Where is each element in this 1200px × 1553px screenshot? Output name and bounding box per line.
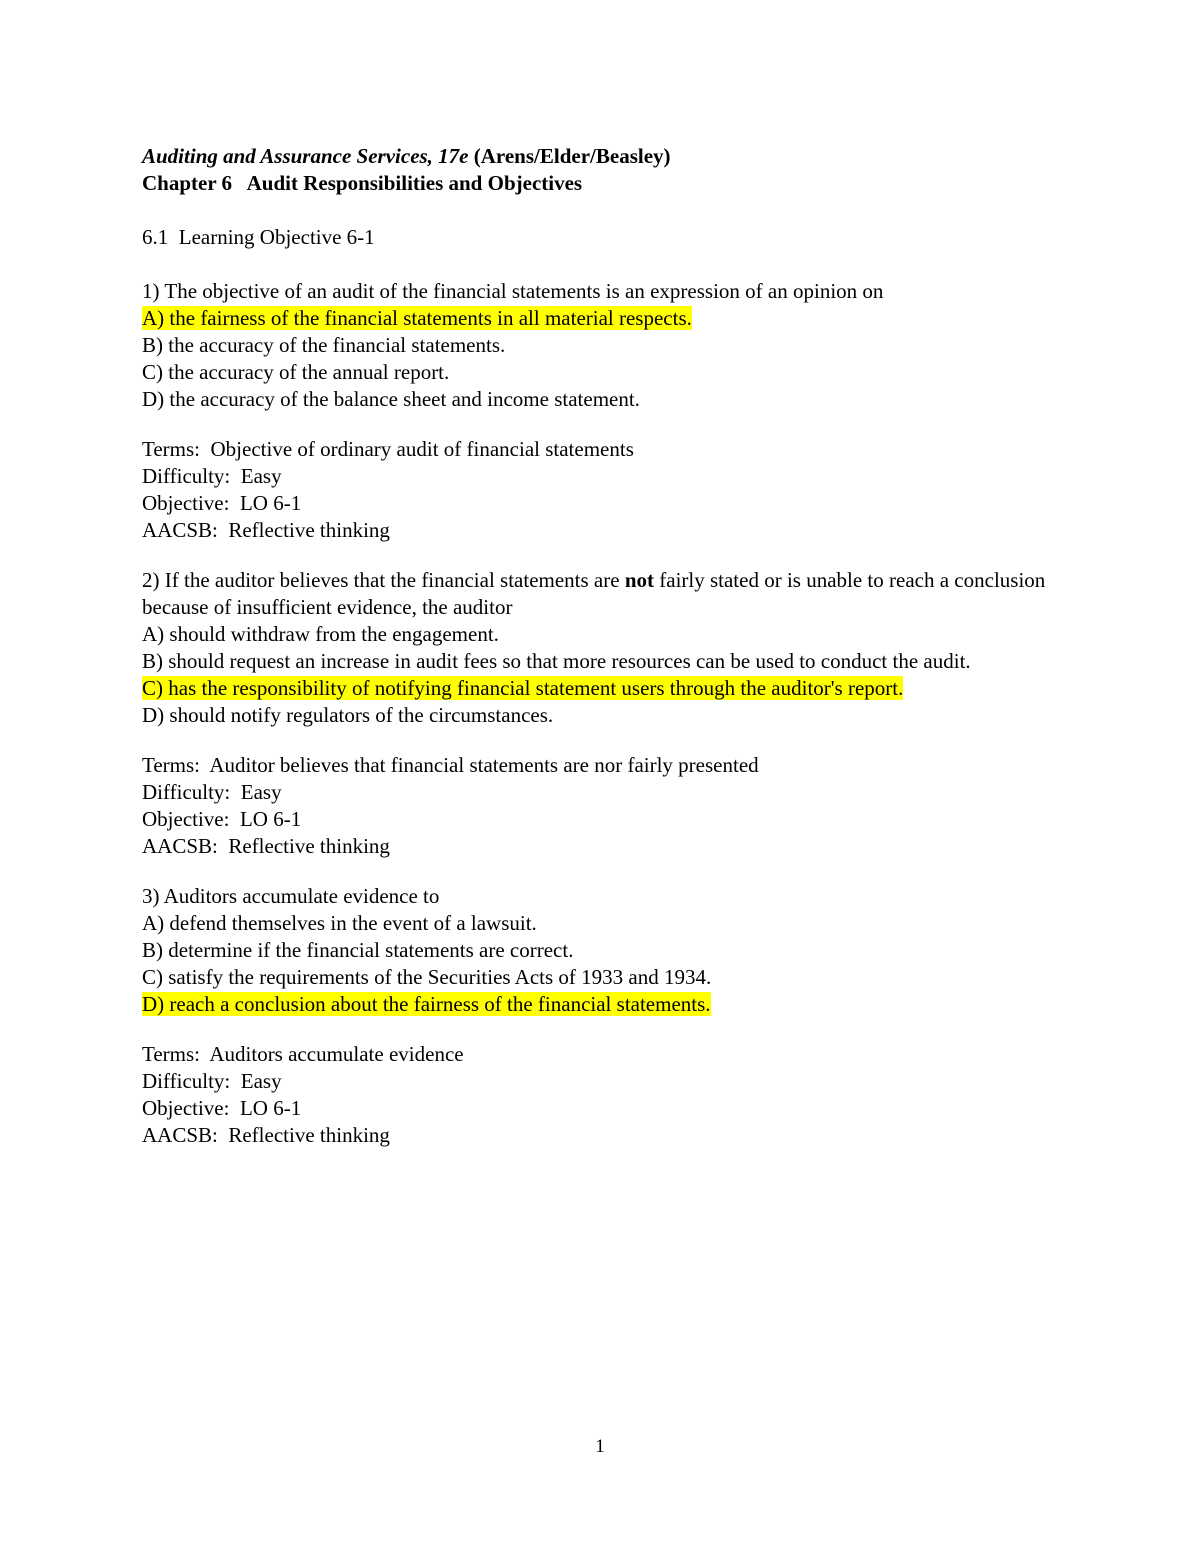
spacer <box>142 251 1062 278</box>
question-2 <box>142 567 1062 860</box>
chapter-title: Audit Responsibilities and Objectives <box>246 171 583 195</box>
question-aacsb: AACSB: Reflective thinking <box>142 518 390 542</box>
question-objective: Objective: LO 6-1 <box>142 491 302 515</box>
question-difficulty: Difficulty: Easy <box>142 464 282 488</box>
correct-answer-highlight: C) has the responsibility of notifying financial statement users through the auditor's report. <box>142 676 904 700</box>
answer-option-b: B) determine if the financial statements are correct. <box>142 938 574 962</box>
answer-option-b: B) should request an increase in audit fees so that more resources can be used to conduct the audit. <box>142 649 971 673</box>
book-title: Auditing and Assurance Services, 17e <box>142 144 469 168</box>
answer-option-c: C) the accuracy of the annual report. <box>142 360 450 384</box>
question-stem: 3) Auditors accumulate evidence to <box>142 884 440 908</box>
answer-option-a <box>142 305 1062 332</box>
question-stem <box>142 567 1052 621</box>
page-number: 1 <box>595 1436 605 1457</box>
question-stem: 1) The objective of an audit of the financial statements is an expression of an opinion on <box>142 279 884 303</box>
document-header-line <box>142 143 1062 170</box>
chapter-heading <box>142 170 1062 197</box>
spacer <box>142 197 1062 224</box>
question-terms: Terms: Auditors accumulate evidence <box>142 1042 464 1066</box>
document-page <box>142 143 1062 1149</box>
question-3 <box>142 883 1062 1149</box>
spacer <box>142 729 1062 752</box>
question-stem-emphasis: not <box>624 568 654 592</box>
question-aacsb: AACSB: Reflective thinking <box>142 834 390 858</box>
spacer <box>142 413 1062 436</box>
question-objective: Objective: LO 6-1 <box>142 807 302 831</box>
question-difficulty: Difficulty: Easy <box>142 1069 282 1093</box>
question-aacsb: AACSB: Reflective thinking <box>142 1123 390 1147</box>
question-difficulty: Difficulty: Easy <box>142 780 282 804</box>
spacer <box>142 1018 1062 1041</box>
question-terms: Terms: Auditor believes that financial statements are nor fairly presented <box>142 753 759 777</box>
correct-answer-highlight: A) the fairness of the financial statements in all material respects. <box>142 306 692 330</box>
answer-option-a: A) should withdraw from the engagement. <box>142 622 499 646</box>
answer-option-c: C) satisfy the requirements of the Securities Acts of 1933 and 1934. <box>142 965 712 989</box>
spacer <box>142 860 1062 883</box>
spacer <box>142 544 1062 567</box>
section-title: 6.1 Learning Objective 6-1 <box>142 225 375 249</box>
answer-option-d <box>142 991 1062 1018</box>
question-stem-part: 2) If the auditor believes that the financial statements are <box>142 568 625 592</box>
question-1 <box>142 278 1062 544</box>
answer-option-b: B) the accuracy of the financial statements. <box>142 333 506 357</box>
answer-option-a: A) defend themselves in the event of a lawsuit. <box>142 911 537 935</box>
answer-option-d: D) the accuracy of the balance sheet and income statement. <box>142 387 640 411</box>
answer-option-c <box>142 675 1062 702</box>
question-objective: Objective: LO 6-1 <box>142 1096 302 1120</box>
question-terms: Terms: Objective of ordinary audit of financial statements <box>142 437 634 461</box>
question-stem-part: fairly stated or is unable to reach a conclusion because of insufficient evidence, the auditor <box>142 568 1046 619</box>
correct-answer-highlight: D) reach a conclusion about the fairness of the financial statements. <box>142 992 711 1016</box>
answer-option-d: D) should notify regulators of the circumstances. <box>142 703 554 727</box>
chapter-label: Chapter 6 <box>142 171 233 195</box>
book-authors: (Arens/Elder/Beasley) <box>473 144 671 168</box>
